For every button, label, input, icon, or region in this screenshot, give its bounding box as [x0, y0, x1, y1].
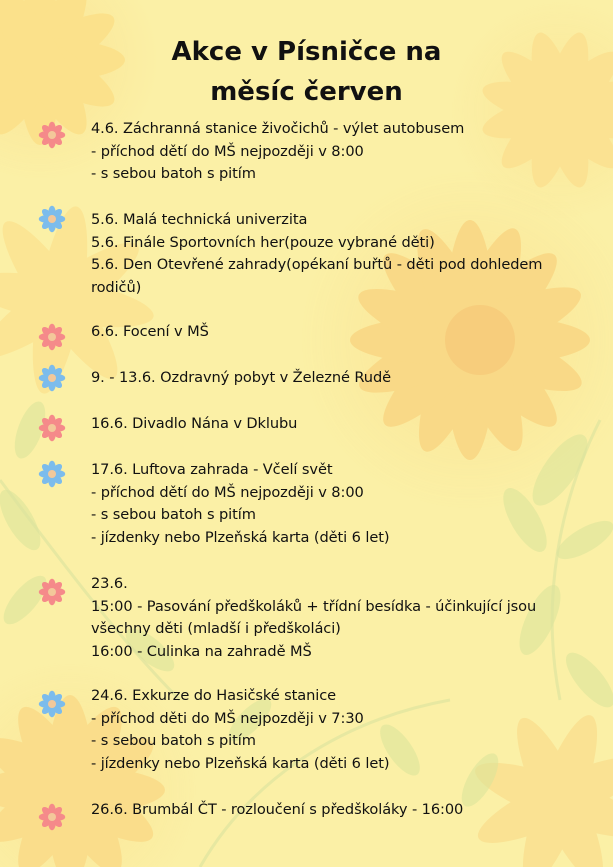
title-line-1: Akce v Písničce na	[171, 37, 442, 67]
event-text	[91, 367, 601, 390]
event-text	[91, 321, 601, 344]
event-text	[91, 573, 601, 664]
event-text	[91, 459, 601, 550]
event-line: 16.6. Divadlo Nána v Dklubu	[91, 415, 298, 432]
event-line: 15:00 - Pasování předškoláků + třídní besídka - účinkující jsou	[91, 597, 537, 615]
event-line: 24.6. Exkurze do Hasičské stanice	[91, 687, 337, 704]
event-text	[91, 209, 601, 300]
pink-flower-icon	[38, 414, 66, 442]
event-line: - příchod dětí do MŠ nejpozději v 8:00	[91, 142, 364, 160]
event-line: všechny děti (mladší i předškoláci)	[91, 620, 341, 638]
blue-flower-icon	[38, 460, 66, 488]
event-line: - příchod dětí do MŠ nejpozději v 8:00	[91, 483, 364, 501]
blue-flower-icon	[38, 364, 66, 392]
title-line-2: měsíc červen	[210, 77, 403, 107]
event-text	[91, 118, 601, 186]
pink-flower-icon	[38, 578, 66, 606]
event-line: 5.6. Den Otevřené zahrady(opékaní buřtů - děti pod dohledem	[91, 256, 543, 274]
event-line: 26.6. Brumbál ČT - rozloučení s předškoláky - 16:00	[91, 801, 464, 818]
event-line: 16:00 - Culinka na zahradě MŠ	[91, 643, 312, 661]
event-line: - s sebou batoh s pitím	[91, 165, 256, 183]
event-line: 23.6.	[91, 575, 128, 592]
event-line: - s sebou batoh s pitím	[91, 732, 256, 750]
event-line: 5.6. Malá technická univerzita	[91, 211, 308, 228]
pink-flower-icon	[38, 323, 66, 351]
event-text	[91, 799, 601, 822]
event-line: 6.6. Focení v MŠ	[91, 323, 209, 340]
pink-flower-icon	[38, 803, 66, 831]
event-line: 5.6. Finále Sportovních her(pouze vybrané děti)	[91, 233, 435, 251]
event-line: - jízdenky nebo Plzeňská karta (děti 6 let)	[91, 529, 390, 547]
pink-flower-icon	[38, 121, 66, 149]
event-line: - jízdenky nebo Plzeňská karta (děti 6 let)	[91, 755, 390, 773]
event-text	[91, 413, 601, 436]
event-line: rodičů)	[91, 279, 142, 297]
event-line: - s sebou batoh s pitím	[91, 506, 256, 524]
event-line: 4.6. Záchranná stanice živočichů - výlet autobusem	[91, 120, 465, 137]
blue-flower-icon	[38, 690, 66, 718]
blue-flower-icon	[38, 205, 66, 233]
event-text	[91, 685, 601, 776]
event-line: - příchod děti do MŠ nejpozději v 7:30	[91, 709, 364, 727]
event-line: 9. - 13.6. Ozdravný pobyt v Železné Rudě	[91, 369, 391, 386]
event-line: 17.6. Luftova zahrada - Včelí svět	[91, 461, 333, 478]
